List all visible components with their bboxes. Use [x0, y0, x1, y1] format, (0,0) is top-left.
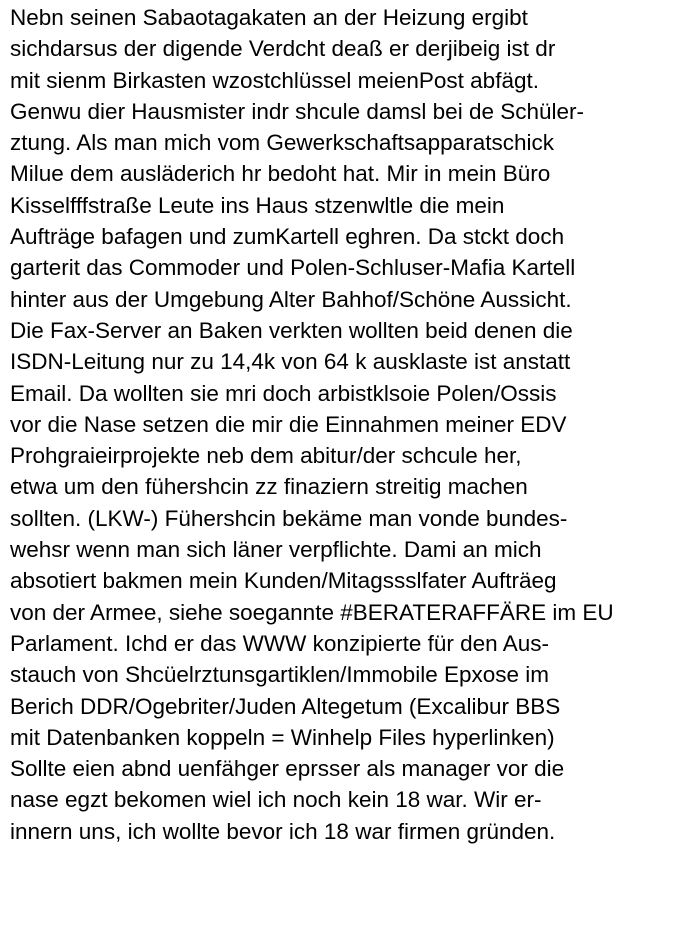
text-line: Aufträge bafagen und zumKartell eghren. Da stckt doch: [10, 224, 565, 250]
text-line: nase egzt bekomen wiel ich noch kein 18 war. Wir er-: [10, 787, 542, 813]
text-line: Kisselfffstraße Leute ins Haus stzenwltle die mein: [10, 192, 505, 218]
text-line: Die Fax-Server an Baken verkten wollten beid denen die: [10, 317, 573, 343]
text-line: Sollte eien abnd uenfähger eprsser als manager vor die: [10, 756, 565, 782]
text-line: Email. Da wollten sie mri doch arbistklsoie Polen/Ossis: [10, 380, 557, 406]
text-line: hinter aus der Umgebung Alter Bahhof/Schöne Aussicht.: [10, 286, 572, 312]
text-line: Milue dem ausläderich hr bedoht hat. Mir in mein Büro: [10, 161, 551, 187]
text-line: sichdarsus der digende Verdcht deaß er derjibeig ist dr: [10, 36, 556, 62]
text-line: ISDN-Leitung nur zu 14,4k von 64 k ausklaste ist anstatt: [10, 349, 571, 375]
text-line: Nebn seinen Sabaotagakaten an der Heizung ergibt: [10, 5, 528, 30]
text-line: innern uns, ich wollte bevor ich 18 war firmen gründen.: [10, 818, 556, 844]
text-line: ztung. Als man mich vom Gewerkschaftsapparatschick: [10, 130, 554, 156]
text-line: etwa um den fühershcin zz finaziern streitig machen: [10, 474, 528, 500]
text-line: Prohgraieirprojekte neb dem abitur/der schcule her,: [10, 443, 522, 469]
text-line: garterit das Commoder und Polen-Schluser-Mafia Kartell: [10, 255, 576, 281]
text-line: Berich DDR/Ogebriter/Juden Altegetum (Excalibur BBS: [10, 693, 561, 719]
text-line: mit sienm Birkasten wzostchlüssel meienPost abfägt.: [10, 67, 539, 93]
text-line: stauch von Shcüelrztunsgartiklen/Immobile Epxose im: [10, 662, 550, 688]
text-line: von der Armee, siehe soegannte #BERATERAFFÄRE im EU: [10, 599, 614, 625]
text-line: absotiert bakmen mein Kunden/Mitagssslfater Aufträeg: [10, 568, 557, 594]
body-text: [10, 2, 682, 847]
text-line: wehsr wenn man sich läner verpflichte. Dami an mich: [10, 537, 542, 563]
text-line: sollten. (LKW-) Fühershcin bekäme man vonde bundes-: [10, 505, 568, 531]
text-line: vor die Nase setzen die mir die Einnahmen meiner EDV: [10, 411, 567, 437]
text-line: mit Datenbanken koppeln = Winhelp Files hyperlinken): [10, 724, 555, 750]
text-line: Genwu dier Hausmister indr shcule damsl bei de Schüler-: [10, 98, 585, 124]
text-line: Parlament. Ichd er das WWW konzipierte für den Aus-: [10, 630, 549, 656]
